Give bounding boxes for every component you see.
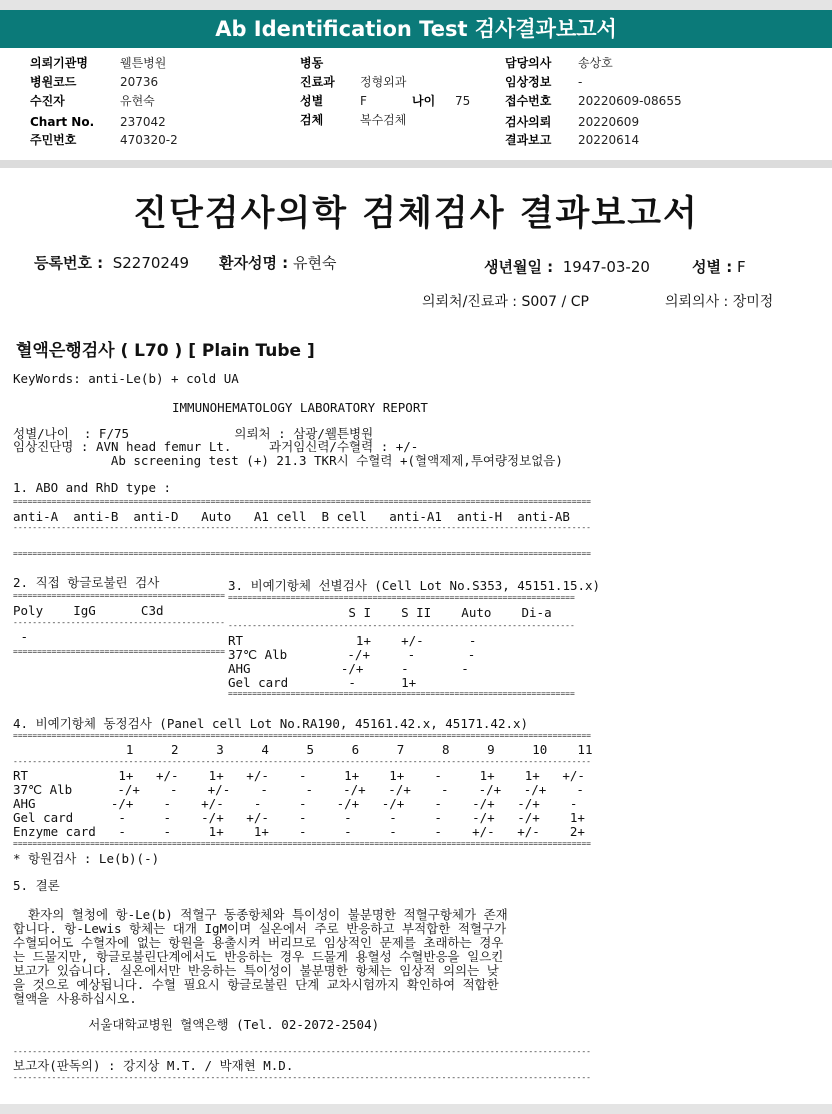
doctor-label: 담당의사 — [505, 56, 552, 70]
referral-dept: 의뢰처/진료과 : S007 / CP — [422, 294, 589, 310]
panel-table-header: 1 2 3 4 5 6 7 8 9 10 11 — [13, 742, 593, 757]
section-title: 혈액은행검사 ( L70 ) [ Plain Tube ] — [16, 341, 315, 361]
ssn-value: 470320-2 — [120, 133, 178, 147]
reporter-line: 보고자(판독의) : 강지상 M.T. / 박재현 M.D. — [13, 1058, 294, 1073]
screening-row: 37℃ Alb -/+ - - — [228, 647, 476, 662]
birth-date-label: 생년월일 : — [484, 258, 554, 276]
top-border — [0, 0, 832, 10]
double-rule: ======================================================================== — [228, 593, 575, 602]
screening-section-title: 3. 비예기항체 선별검사 (Cell Lot No.S353, 45151.15.x) — [228, 578, 601, 593]
conclusion-title: 5. 결론 — [13, 878, 60, 893]
double-rule: ============================================ — [13, 647, 225, 656]
patient-info-line-1: 성별/나이 : F/75 의뢰처 : 삼광/웰튼병원 — [13, 426, 374, 441]
conclusion-line: 보고가 있습니다. 실온에서만 반응하는 특이성이 불분명한 항체는 임상적 의의는 낮 — [13, 963, 499, 978]
double-rule: ======================================================================================================================== — [13, 839, 591, 848]
patient-info-line-2: 임상진단명 : AVN head femur Lt. 과거임신력/수혈력 : +/- — [13, 439, 419, 454]
dept-label: 진료과 — [300, 75, 335, 89]
single-rule: ------------------------------------------------------------------------------------------------------------------------ — [13, 1047, 591, 1056]
recipient-value: 유현숙 — [120, 94, 155, 108]
screening-table-header: S I S II Auto Di-a — [228, 605, 552, 620]
abo-table-header: anti-A anti-B anti-D Auto A1 cell B cell anti-A1 anti-H anti-AB — [13, 509, 570, 524]
hospital-signature: 서울대학교병원 혈액은행 (Tel. 02-2072-2504) — [13, 1017, 380, 1032]
registration-label: 등록번호 : — [34, 254, 104, 272]
single-rule: -------------------------------------------- — [13, 618, 225, 627]
receipt-no-value: 20220609-08655 — [578, 94, 682, 108]
double-rule: ======================================================================== — [228, 689, 575, 698]
dat-table-header: Poly IgG C3d — [13, 603, 164, 618]
double-rule: ======================================================================================================================== — [13, 731, 591, 740]
dat-section-title: 2. 직접 항글로불린 검사 — [13, 575, 160, 590]
lab-report-heading: IMMUNOHEMATOLOGY LABORATORY REPORT — [172, 400, 428, 415]
patient-sex — [692, 256, 746, 277]
panel-section-title: 4. 비예기항체 동정검사 (Panel cell Lot No.RA190, 45161.42.x, 45171.42.x) — [13, 716, 529, 731]
panel-row: Gel card - - -/+ +/- - - - - -/+ -/+ 1+ — [13, 810, 585, 825]
request-date-value: 20220609 — [578, 115, 640, 129]
single-rule: ------------------------------------------------------------------------------------------------------------------------ — [13, 523, 591, 532]
patient-header — [0, 48, 832, 160]
sex-value: F — [360, 94, 367, 108]
report-banner-title: Ab Identification Test 검사결과보고서 — [0, 10, 832, 48]
hospital-code-value: 20736 — [120, 75, 159, 89]
referral-doctor: 의뢰의사 : 장미정 — [665, 294, 774, 310]
ssn-label: 주민번호 — [30, 133, 77, 147]
report-title: 진단검사의학 검체검사 결과보고서 — [133, 194, 699, 234]
hospital-value: 웰튼병원 — [120, 56, 167, 70]
hospital-code-label: 병원코드 — [30, 75, 77, 89]
ward-label: 병동 — [300, 56, 324, 70]
patient-sex-label: 성별 : — [692, 258, 733, 276]
conclusion-line: 환자의 혈청에 항-Le(b) 적혈구 동종항체와 특이성이 불분명한 적혈구항체가 존재 — [13, 907, 508, 922]
recipient-label: 수진자 — [30, 94, 65, 108]
conclusion-line: 혈액을 사용하십시오. — [13, 991, 137, 1006]
conclusion-line: 는 드물지만, 항글로불린단계에서도 반응하는 경우 드물게 용혈성 수혈반응을 일으킨 — [13, 949, 504, 964]
panel-row: 37℃ Alb -/+ - +/- - - -/+ -/+ - -/+ -/+ - — [13, 782, 584, 797]
panel-row: Enzyme card - - 1+ 1+ - - - - +/- +/- 2+ — [13, 824, 585, 839]
patient-name-label: 환자성명 : — [219, 254, 289, 272]
registration-value: S2270249 — [112, 254, 190, 272]
chart-no-label: Chart No. — [30, 115, 95, 129]
separator-bar — [0, 160, 832, 168]
double-rule: ======================================================================================================================== — [13, 549, 591, 558]
sex-label: 성별 — [300, 94, 324, 108]
doctor-value: 송상호 — [578, 56, 613, 70]
report-document — [0, 168, 832, 1104]
abo-section-title: 1. ABO and RhD type : — [13, 480, 172, 495]
panel-row: AHG -/+ - +/- - - -/+ -/+ - -/+ -/+ - — [13, 796, 578, 811]
age-value: 75 — [455, 94, 471, 108]
bottom-border — [0, 1104, 832, 1114]
dat-result: - — [13, 629, 29, 644]
conclusion-line: 합니다. 항-Lewis 항체는 대개 IgM이며 실온에서 주로 반응하고 부적합한 적혈구가 — [13, 921, 507, 936]
double-rule: ============================================ — [13, 591, 225, 600]
patient-sex-value: F — [736, 258, 746, 276]
registration-number — [34, 252, 189, 273]
single-rule: ------------------------------------------------------------------------------------------------------------------------ — [13, 1073, 591, 1082]
request-date-label: 검사의뢰 — [505, 115, 552, 129]
patient-info-line-3: Ab screening test (+) 21.3 TKR시 수혈력 +(혈액제제,투여량정보없음) — [13, 453, 563, 468]
age-label: 나이 — [412, 94, 436, 108]
specimen-label: 검체 — [300, 113, 324, 127]
screening-row: Gel card - 1+ — [228, 675, 417, 690]
screening-row: AHG -/+ - - — [228, 661, 469, 676]
report-date-value: 20220614 — [578, 133, 640, 147]
double-rule: ======================================================================================================================== — [13, 497, 591, 506]
dept-value: 정형외과 — [360, 75, 407, 89]
patient-name — [219, 252, 336, 273]
screening-row: RT 1+ +/- - — [228, 633, 477, 648]
patient-name-value: 유현숙 — [292, 254, 337, 272]
specimen-value: 복수검체 — [360, 113, 407, 127]
conclusion-line: 수혈되어도 수혈자에 없는 항원을 용출시켜 버리므로 임상적인 문제를 초래하는 경우 — [13, 935, 504, 950]
hospital-label: 의뢰기관명 — [30, 56, 88, 70]
chart-no-value: 237042 — [120, 115, 166, 129]
conclusion-line: 을 것으로 예상됩니다. 수혈 필요시 항글로불린 단계 교차시험까지 확인하여 적합한 — [13, 977, 499, 992]
birth-date-value: 1947-03-20 — [562, 258, 650, 276]
antigen-test-line: * 항원검사 : Le(b)(-) — [13, 851, 160, 866]
clinical-info-value: - — [578, 75, 583, 89]
single-rule: ------------------------------------------------------------------------ — [228, 621, 575, 630]
single-rule: ------------------------------------------------------------------------------------------------------------------------ — [13, 757, 591, 766]
receipt-no-label: 접수번호 — [505, 94, 552, 108]
clinical-info-label: 임상정보 — [505, 75, 552, 89]
birth-date — [484, 256, 650, 277]
panel-row: RT 1+ +/- 1+ +/- - 1+ 1+ - 1+ 1+ +/- — [13, 768, 585, 783]
report-date-label: 결과보고 — [505, 133, 552, 147]
keywords-line: KeyWords: anti-Le(b) + cold UA — [13, 371, 239, 386]
